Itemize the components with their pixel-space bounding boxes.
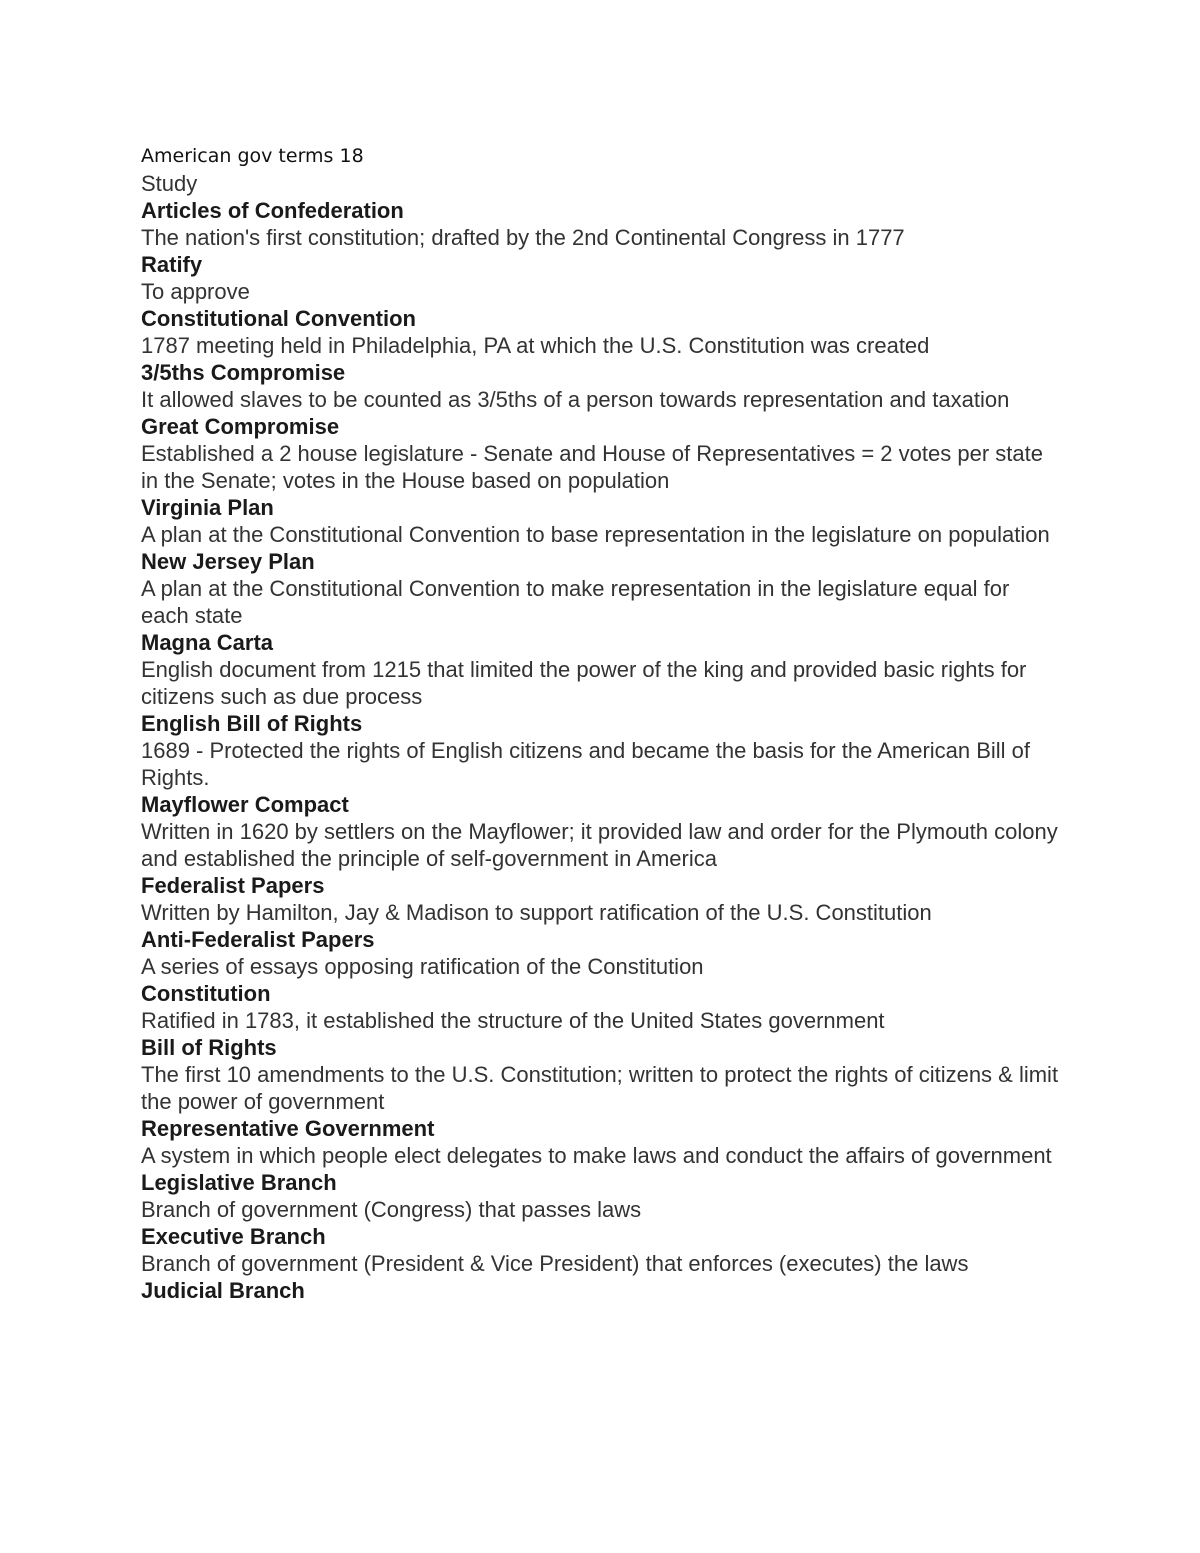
term-heading: Mayflower Compact — [141, 792, 349, 817]
term-heading: English Bill of Rights — [141, 711, 363, 736]
term-heading: Great Compromise — [141, 414, 340, 439]
term-definition: Written by Hamilton, Jay & Madison to support ratification of the U.S. Constitution — [141, 900, 932, 925]
term-heading: Virginia Plan — [141, 495, 274, 520]
term-definition: A plan at the Constitutional Convention to make representation in the legislature equal for each state — [141, 576, 1010, 628]
document-subtitle: Study — [141, 171, 198, 196]
term-heading: Ratify — [141, 252, 203, 277]
term-heading: Articles of Confederation — [141, 198, 404, 223]
term-definition: Established a 2 house legislature - Senate and House of Representatives = 2 votes per state in the Senate; votes in the House based on population — [141, 441, 1043, 493]
term-heading: New Jersey Plan — [141, 549, 315, 574]
term-heading: Executive Branch — [141, 1224, 326, 1249]
term-heading: Constitutional Convention — [141, 306, 416, 331]
term-heading: Representative Government — [141, 1116, 435, 1141]
term-definition: The nation's first constitution; drafted by the 2nd Continental Congress in 1777 — [141, 225, 905, 250]
term-definition: A series of essays opposing ratification of the Constitution — [141, 954, 704, 979]
term-heading: 3/5ths Compromise — [141, 360, 346, 385]
term-definition: English document from 1215 that limited the power of the king and provided basic rights for citizens such as due process — [141, 657, 1027, 709]
document-page — [141, 142, 1061, 1304]
term-definition: The first 10 amendments to the U.S. Constitution; written to protect the rights of citizens & limit the power of government — [141, 1062, 1059, 1114]
term-heading: Bill of Rights — [141, 1035, 277, 1060]
term-heading: Constitution — [141, 981, 271, 1006]
term-heading: Judicial Branch — [141, 1278, 305, 1303]
term-definition: Ratified in 1783, it established the structure of the United States government — [141, 1008, 885, 1033]
term-definition: Branch of government (President & Vice President) that enforces (executes) the laws — [141, 1251, 969, 1276]
term-definition: It allowed slaves to be counted as 3/5ths of a person towards representation and taxation — [141, 387, 1010, 412]
term-definition: To approve — [141, 279, 250, 304]
term-definition: 1787 meeting held in Philadelphia, PA at which the U.S. Constitution was created — [141, 333, 930, 358]
document-title: American gov terms 18 — [141, 145, 364, 167]
term-heading: Legislative Branch — [141, 1170, 337, 1195]
term-heading: Anti-Federalist Papers — [141, 927, 375, 952]
term-definition: Branch of government (Congress) that passes laws — [141, 1197, 642, 1222]
term-definition: 1689 - Protected the rights of English citizens and became the basis for the American Bill of Rights. — [141, 738, 1031, 790]
term-definition: A plan at the Constitutional Convention to base representation in the legislature on population — [141, 522, 1050, 547]
term-definition: A system in which people elect delegates to make laws and conduct the affairs of government — [141, 1143, 1052, 1168]
term-heading: Federalist Papers — [141, 873, 325, 898]
term-definition: Written in 1620 by settlers on the Mayflower; it provided law and order for the Plymouth colony and established the principle of self-government in America — [141, 819, 1058, 871]
term-heading: Magna Carta — [141, 630, 274, 655]
